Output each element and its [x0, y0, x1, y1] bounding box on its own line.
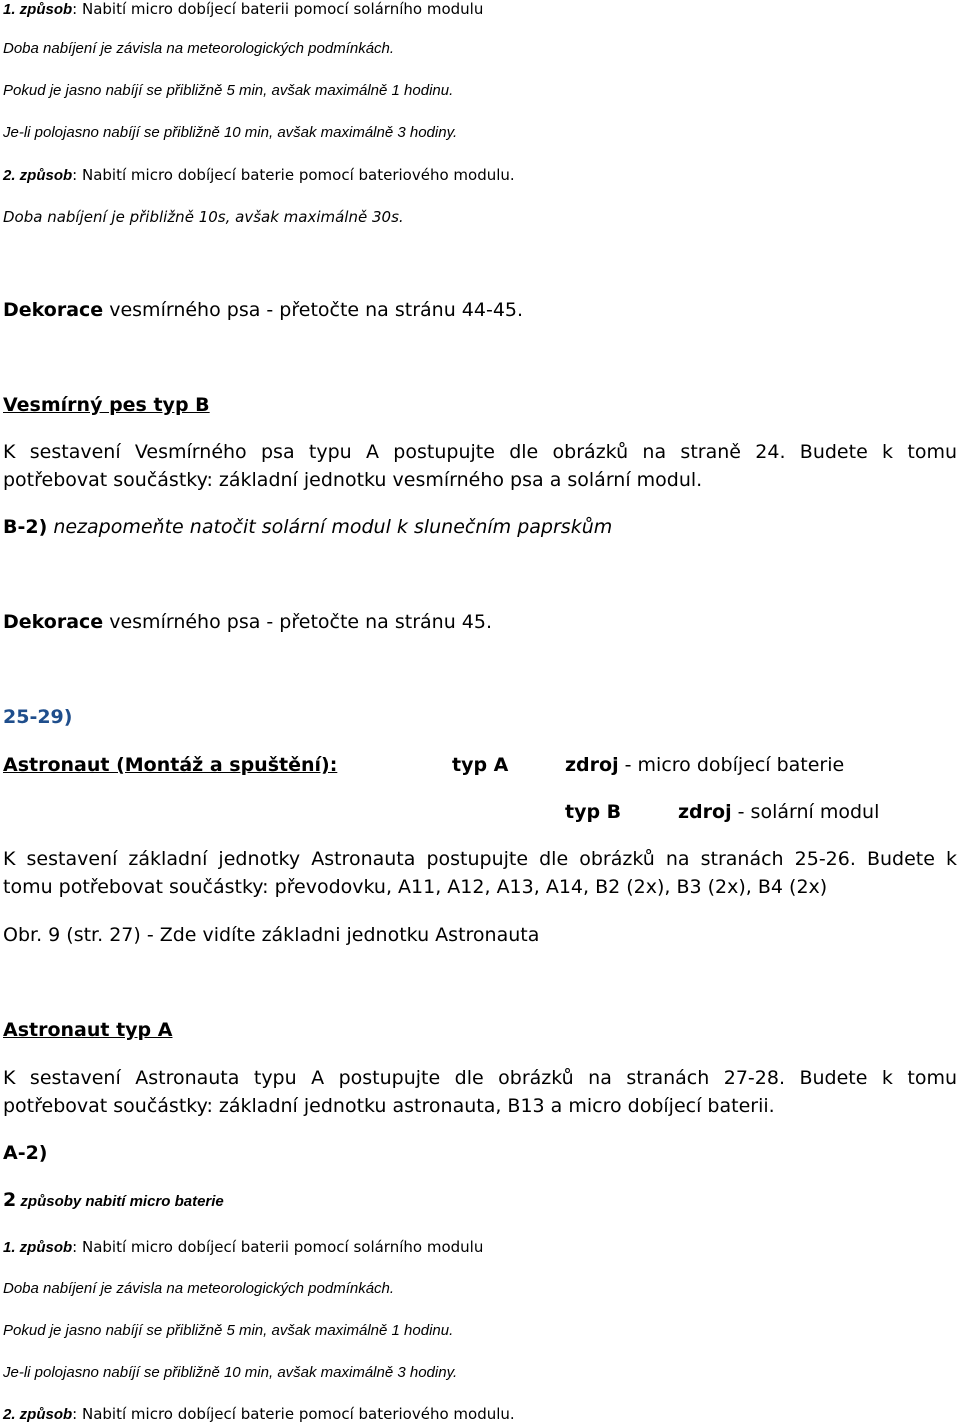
- method-1-line: [3, 0, 483, 19]
- section-heading-space-dog-b: Vesmírný pes typ B: [3, 394, 210, 416]
- figure-caption: Obr. 9 (str. 27) - Zde vidíte základni jednotku Astronauta: [3, 924, 540, 946]
- page-range-label: 25-29): [3, 706, 73, 728]
- decoration-note-1: [3, 299, 523, 322]
- method-2-text: : Nabití micro dobíjecí baterie pomocí bateriového modulu.: [72, 166, 515, 184]
- method-2-text: : Nabití micro dobíjecí baterie pomocí bateriového modulu.: [72, 1405, 515, 1423]
- astronaut-paragraph-line-2: tomu potřebovat součástky: převodovku, A11, A12, A13, A14, B2 (2x), B3 (2x), B4 (2x): [3, 876, 828, 898]
- charging-ways-heading: [3, 1189, 224, 1212]
- space-dog-b-paragraph-line-1: K sestavení Vesmírného psa typu A postupujte dle obrázků na straně 24. Budete k tomu: [3, 441, 957, 463]
- decoration-note-2: [3, 611, 492, 634]
- charging-ways-number: 2: [3, 1189, 17, 1211]
- charge-time-weather: Doba nabíjení je závisla na meteorologických podmínkách.: [3, 40, 395, 57]
- decoration-bold: Dekorace: [3, 299, 104, 321]
- method-1-text: : Nabití micro dobíjecí baterii pomocí solárního modulu: [72, 1238, 484, 1256]
- decoration-text: vesmírného psa - přetočte na stránu 44-45.: [103, 299, 524, 321]
- section-heading-astronaut: Astronaut (Montáž a spuštění):: [3, 754, 338, 776]
- step-b2-label: B-2): [3, 516, 48, 538]
- method-1-line: [3, 1238, 483, 1257]
- charge-time-partly-cloudy: Je-li polojasno nabíjí se přibližně 10 min, avšak maximálně 3 hodiny.: [3, 124, 458, 141]
- charge-time-partly-cloudy: Je-li polojasno nabíjí se přibližně 10 min, avšak maximálně 3 hodiny.: [3, 1364, 458, 1381]
- step-b2: [3, 516, 612, 539]
- method-2-line: [3, 166, 515, 185]
- step-a2: A-2): [3, 1142, 48, 1164]
- source-label: zdroj: [678, 801, 732, 823]
- method-2-line: [3, 1405, 515, 1424]
- astronaut-a-paragraph-line-2: potřebovat součástky: základní jednotku astronauta, B13 a micro dobíjecí baterii.: [3, 1095, 775, 1117]
- astronaut-a-paragraph-line-1: K sestavení Astronauta typu A postupujte dle obrázků na stranách 27-28. Budete k tomu: [3, 1067, 957, 1089]
- decoration-bold: Dekorace: [3, 611, 104, 633]
- step-b2-text: nezapomeňte natočit solární modul k slunečním paprskům: [47, 516, 613, 538]
- method-1-prefix: 1. způsob: [3, 1, 73, 18]
- decoration-text: vesmírného psa - přetočte na stránu 45.: [103, 611, 493, 633]
- section-heading-astronaut-a: Astronaut typ A: [3, 1019, 173, 1041]
- charge-time-sunny: Pokud je jasno nabíjí se přibližně 5 min, avšak maximálně 1 hodinu.: [3, 82, 454, 99]
- space-dog-b-paragraph-line-2: potřebovat součástky: základní jednotku vesmírného psa a solární modul.: [3, 469, 703, 491]
- method-2-prefix: 2. způsob: [3, 1406, 73, 1423]
- charge-time-sunny: Pokud je jasno nabíjí se přibližně 5 min, avšak maximálně 1 hodinu.: [3, 1322, 454, 1339]
- method-1-text: : Nabití micro dobíjecí baterii pomocí solárního modulu: [72, 0, 484, 18]
- astronaut-paragraph-line-1: K sestavení základní jednotky Astronauta postupujte dle obrázků na stranách 25-26. Budete k: [3, 848, 957, 870]
- type-b-label: typ B: [565, 801, 622, 823]
- source-text: - solární modul: [731, 801, 880, 823]
- charging-ways-text: způsoby nabití micro baterie: [16, 1193, 224, 1210]
- method-2-prefix: 2. způsob: [3, 167, 73, 184]
- charge-time-weather: Doba nabíjení je závisla na meteorologických podmínkách.: [3, 1280, 395, 1297]
- source-text: - micro dobíjecí baterie: [618, 754, 845, 776]
- charge-time-battery: Doba nabíjení je přibližně 10s, avšak maximálně 30s.: [3, 208, 404, 226]
- source-label: zdroj: [565, 754, 619, 776]
- method-1-prefix: 1. způsob: [3, 1239, 73, 1256]
- type-a-label: typ A: [452, 754, 509, 776]
- type-b-source: [678, 801, 879, 824]
- type-a-source: [565, 754, 844, 777]
